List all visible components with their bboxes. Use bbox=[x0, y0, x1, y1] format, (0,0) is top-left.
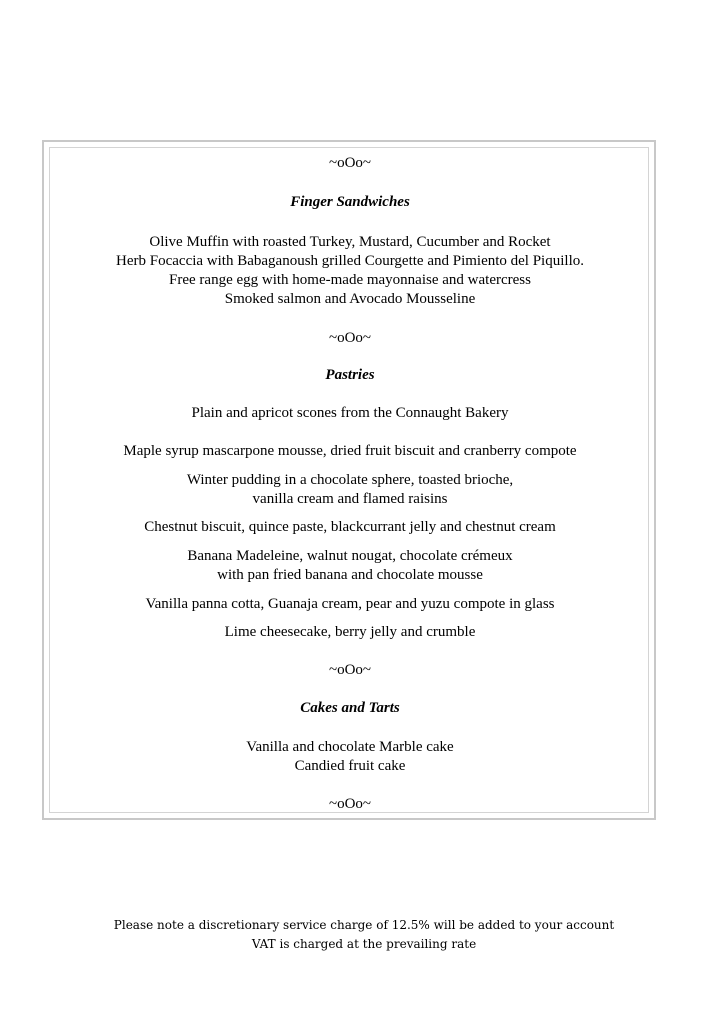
separator: ~oOo~ bbox=[328, 330, 372, 346]
menu-item: Smoked salmon and Avocado Mousseline bbox=[224, 291, 476, 307]
menu-item: Maple syrup mascarpone mousse, dried fruit biscuit and cranberry compote bbox=[123, 443, 577, 459]
service-charge-note: Please note a discretionary service charge of 12.5% will be added to your account bbox=[113, 918, 615, 932]
section-heading-pastries: Pastries bbox=[325, 367, 375, 383]
menu-item: Olive Muffin with roasted Turkey, Mustard, Cucumber and Rocket bbox=[149, 234, 551, 250]
menu-item: Candied fruit cake bbox=[294, 758, 406, 774]
vat-note: VAT is charged at the prevailing rate bbox=[251, 937, 477, 951]
menu-item: Banana Madeleine, walnut nougat, chocolate crémeux bbox=[187, 548, 513, 564]
menu-item: Chestnut biscuit, quince paste, blackcurrant jelly and chestnut cream bbox=[144, 519, 556, 535]
menu-item: Winter pudding in a chocolate sphere, toasted brioche, bbox=[186, 472, 514, 488]
menu-item: Vanilla and chocolate Marble cake bbox=[246, 739, 454, 755]
menu-item: Lime cheesecake, berry jelly and crumble bbox=[224, 624, 476, 640]
separator: ~oOo~ bbox=[328, 155, 372, 171]
menu-item: with pan fried banana and chocolate mousse bbox=[217, 567, 483, 583]
menu-item: Vanilla panna cotta, Guanaja cream, pear and yuzu compote in glass bbox=[145, 596, 555, 612]
separator: ~oOo~ bbox=[328, 796, 372, 812]
section-heading-cakes-and-tarts: Cakes and Tarts bbox=[300, 700, 400, 716]
menu-item: Plain and apricot scones from the Connaught Bakery bbox=[191, 405, 509, 421]
separator: ~oOo~ bbox=[328, 662, 372, 678]
menu-item: Free range egg with home-made mayonnaise and watercress bbox=[169, 272, 531, 288]
menu-item: vanilla cream and flamed raisins bbox=[252, 491, 448, 507]
section-heading-finger-sandwiches: Finger Sandwiches bbox=[290, 194, 410, 210]
menu-item: Herb Focaccia with Babaganoush grilled Courgette and Pimiento del Piquillo. bbox=[116, 253, 584, 269]
